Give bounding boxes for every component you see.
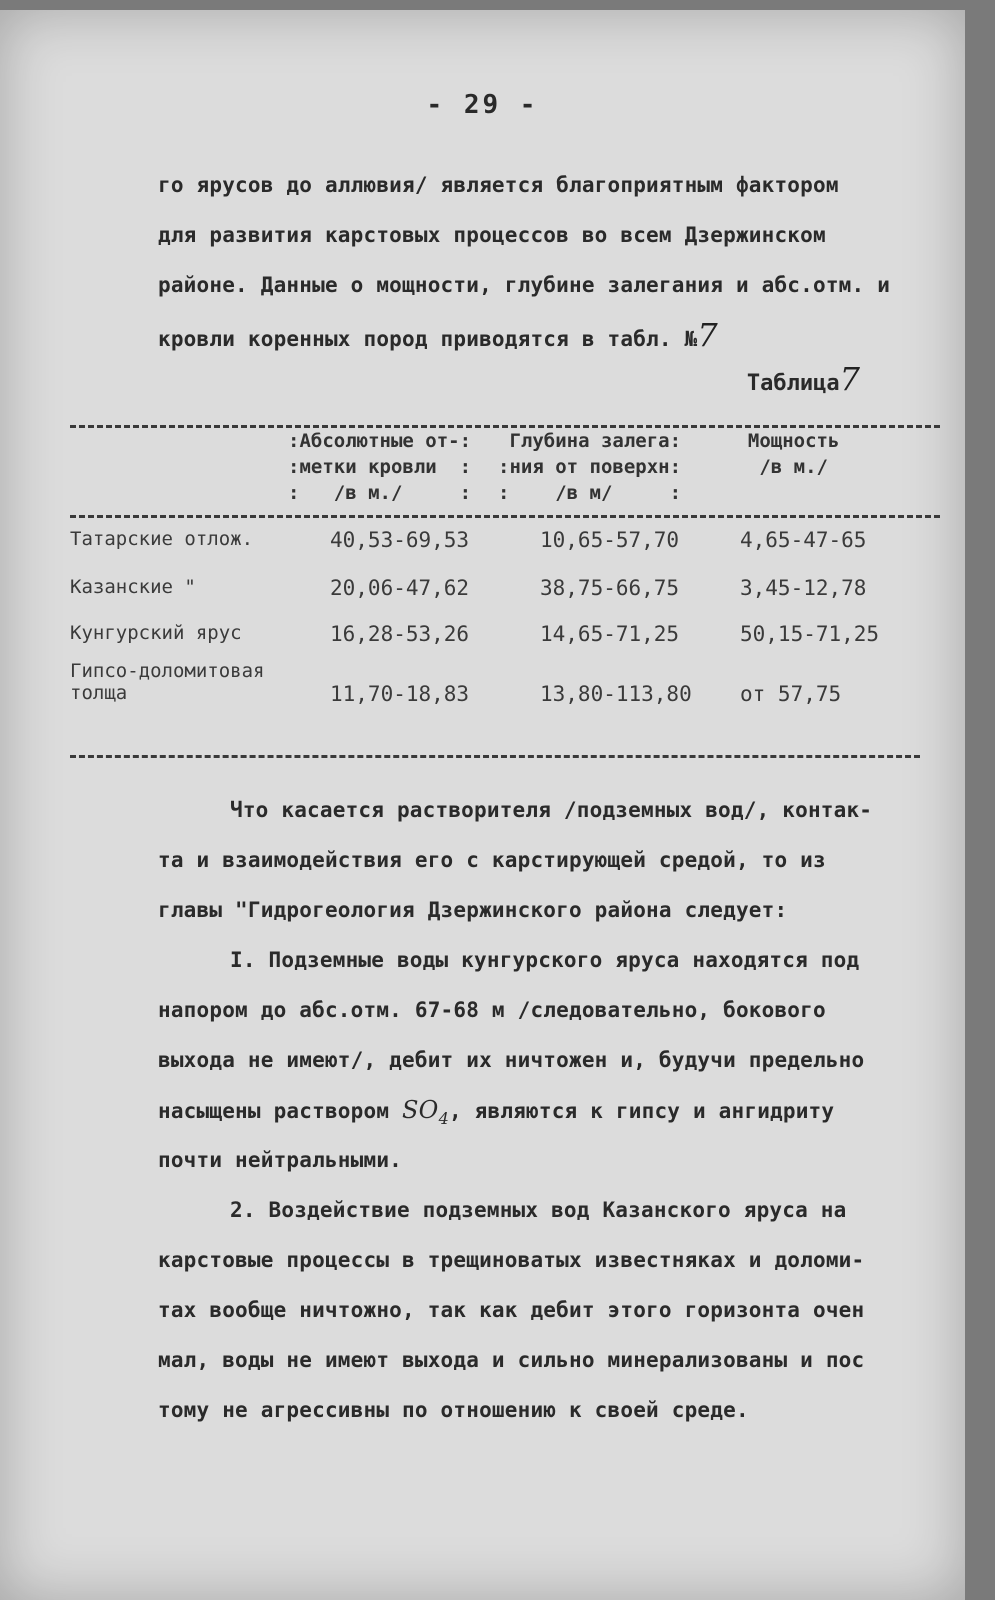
row-abs: 11,70-18,83 — [330, 682, 470, 706]
table-header-rule — [70, 515, 940, 518]
text-line: напором до абс.отм. 67-68 м /следовательно, бокового — [158, 998, 826, 1022]
text-line: почти нейтральными. — [158, 1148, 403, 1172]
text-line: го ярусов до аллювия/ является благоприятным фактором — [158, 173, 839, 197]
text-line: та и взаимодействия его с карстирующей средой, то из — [158, 848, 826, 872]
row-name: Татарские отлож. — [70, 528, 254, 550]
formula-subscript: 4 — [438, 1109, 449, 1128]
row-depth: 38,75-66,75 — [540, 576, 680, 600]
paragraph-intro — [158, 160, 938, 360]
row-thickness: 3,45-12,78 — [740, 576, 867, 600]
paragraph-solvent — [158, 785, 938, 1435]
row-abs: 20,06-47,62 — [330, 576, 470, 600]
text-line: районе. Данные о мощности, глубине залегания и абс.отм. и — [158, 273, 891, 297]
row-name: Казанские " — [70, 576, 196, 598]
table-header-thickness: Мощность /в м./ — [747, 430, 840, 478]
formula-main: SO — [402, 1096, 439, 1124]
text-line: выхода не имеют/, дебит их ничтожен и, будучи предельно — [158, 1048, 865, 1072]
table-bottom-rule — [70, 755, 920, 758]
table-caption-label: Таблица — [746, 371, 840, 396]
text-line: тому не агрессивны по отношению к своей среде. — [158, 1398, 749, 1422]
text-line: Что касается растворителя /подземных вод/, контак- — [230, 798, 873, 822]
row-depth: 10,65-57,70 — [540, 528, 680, 552]
row-depth: 13,80-113,80 — [540, 682, 692, 706]
text-line: карстовые процессы в трещиноватых известняках и доломи- — [158, 1248, 865, 1272]
text-line-content: насыщены раствором — [158, 1099, 390, 1123]
text-line: 2. Воздействие подземных вод Казанского яруса на — [230, 1198, 847, 1222]
text-line: насыщены раствором $SO_4$, являются к гипсу и ангидриту — [158, 1096, 835, 1128]
text-line: мал, воды не имеют выхода и сильно минерализованы и пос — [158, 1348, 865, 1372]
table-header-depth: Глубина залега: :ния от поверхн: : /в м/ : — [498, 430, 682, 504]
text-line-content: кровли коренных пород приводятся в табл. № — [158, 327, 698, 351]
row-thickness: 4,65-47-65 — [740, 528, 867, 552]
page-number: - 29 - — [426, 90, 539, 120]
text-line: I. Подземные воды кунгурского яруса находятся под — [230, 948, 860, 972]
sulfate-formula — [402, 1096, 449, 1128]
row-depth: 14,65-71,25 — [540, 622, 680, 646]
text-line: тах вообще ничтожно, так как дебит этого горизонта очен — [158, 1298, 865, 1322]
text-line: для развития карстовых процессов во всем Дзержинском — [158, 223, 826, 247]
row-abs: 40,53-69,53 — [330, 528, 470, 552]
row-thickness: от 57,75 — [740, 682, 842, 706]
document-page — [0, 10, 965, 1600]
row-thickness: 50,15-71,25 — [740, 622, 880, 646]
handwritten-table-number: 7 — [839, 360, 860, 398]
handwritten-table-ref: 7 — [697, 316, 718, 354]
text-line — [158, 310, 938, 360]
table-header-abs-elevation: :Абсолютные от-: :метки кровли : : /в м./ : — [288, 430, 472, 504]
text-line-content: являются к гипсу и ангидриту — [474, 1099, 835, 1123]
text-line: главы "Гидрогеология Дзержинского района следует: — [158, 898, 788, 922]
row-abs: 16,28-53,26 — [330, 622, 470, 646]
table-caption — [747, 360, 860, 398]
row-name: Кунгурский ярус — [70, 622, 242, 644]
row-name: Гипсо-доломитовая толща — [70, 660, 265, 704]
